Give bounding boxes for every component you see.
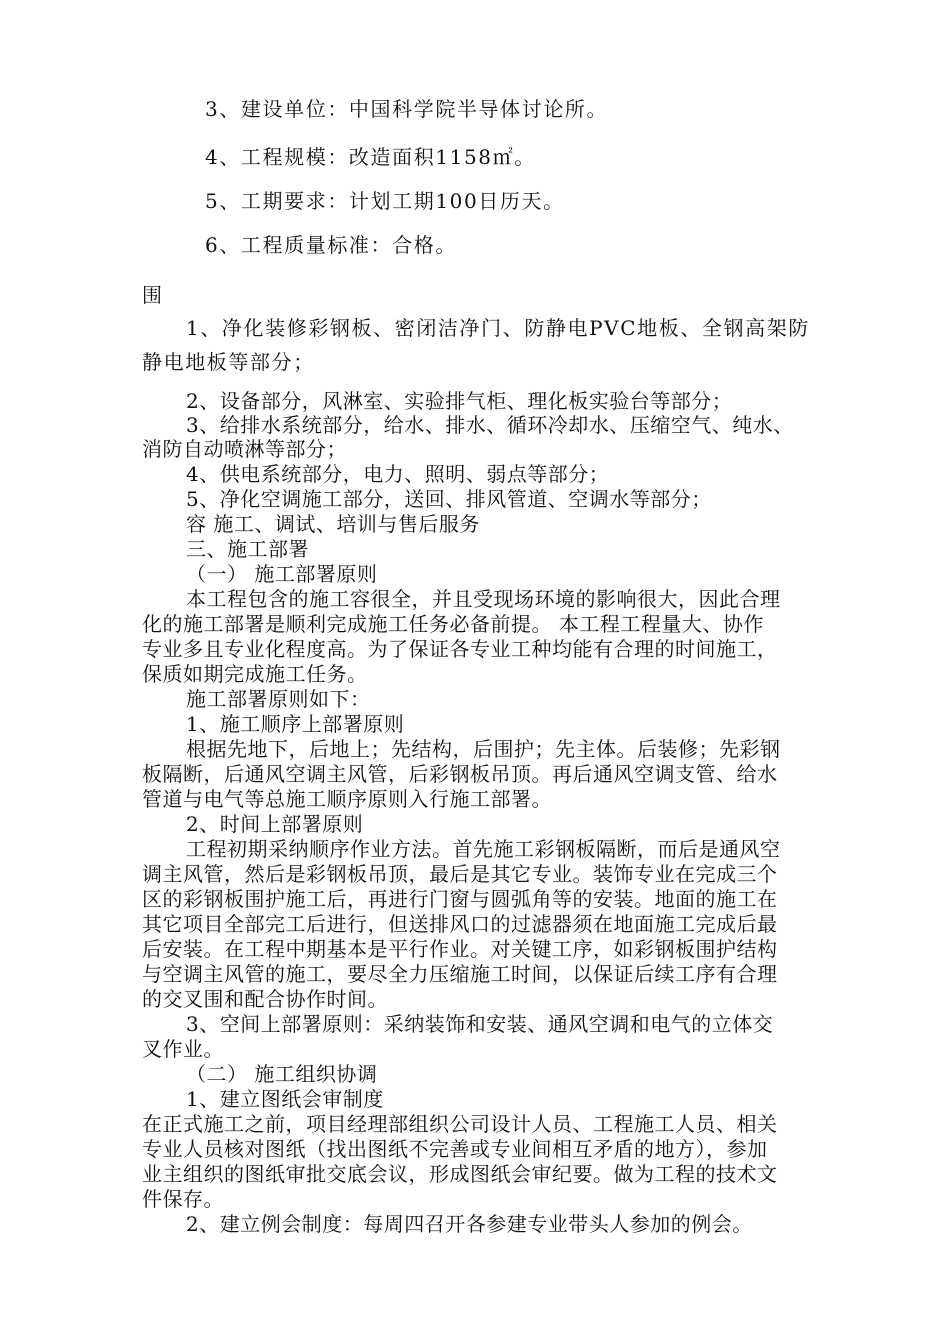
section-heading: 三、施工部署 [186,537,309,561]
body-line: 5、净化空调施工部分，送回、排风管道、空调水等部分； [186,487,712,511]
body-line: 区的彩钢板围护施工后，再进行门窗与圆弧角等的安装。地面的施工在 [142,887,778,911]
body-line: 施工部署原则如下： [186,687,371,711]
body-line: 专业人员核对图纸（找出图纸不完善或专业间相互矛盾的地方），参加 [142,1137,768,1161]
body-line: 业主组织的图纸审批交底会议，形成图纸会审纪要。做为工程的技术文 [142,1162,778,1186]
body-line: 消防自动喷淋等部分； [142,437,347,461]
subsection-heading: 2、时间上部署原则 [186,812,364,836]
body-line: 件保存。 [142,1187,224,1211]
body-line: 板隔断，后通风空调主风管，后彩钢板吊顶。再后通风空调支管、给水 [142,762,778,786]
project-item-6: 6、工程质量标准：合格。 [205,233,457,257]
body-line: 本工程包含的施工容很全，并且受现场环境的影响很大，因此合理 [186,587,781,611]
body-line: 工程初期采纳顺序作业方法。首先施工彩钢板隔断，而后是通风空 [186,837,781,861]
subsection-heading: （二） 施工组织协调 [186,1062,378,1086]
body-line: 的交叉围和配合协作时间。 [142,987,388,1011]
section-heading: 容 施工、调试、培训与售后服务 [186,512,480,536]
body-line: 其它项目全部完工后进行，但送排风口的过滤器须在地面施工完成后最 [142,912,778,936]
body-line: 2、设备部分，风淋室、实验排气柜、理化板实验台等部分； [186,389,733,413]
body-line: 管道与电气等总施工顺序原则入行施工部署。 [142,787,552,811]
project-item-5: 5、工期要求：计划工期100日历天。 [205,189,565,213]
subsection-heading: 1、建立图纸会审制度 [186,1087,384,1111]
body-line: 后安装。在工程中期基本是平行作业。对关键工序，如彩钢板围护结构 [142,937,778,961]
body-line: 调主风管，然后是彩钢板吊顶，最后是其它专业。装饰专业在完成三个 [142,862,778,886]
body-line: 4、供电系统部分，电力、照明、弱点等部分； [186,462,610,486]
scope-item-1-line-1: 1、净化装修彩钢板、密闭洁净门、防静电PVC地板、全钢高架防 [186,316,810,340]
body-line: 根据先地下，后地上；先结构，后围护；先主体。后装修；先彩钢 [186,737,781,761]
body-line: 化的施工部署是顺利完成施工任务必备前提。 本工程工程量大、协作 [142,612,764,636]
scope-item-1-line-2: 静电地板等部分； [142,350,315,374]
project-item-4: 4、工程规模：改造面积1158㎡。 [205,145,536,169]
subsection-heading: 1、施工顺序上部署原则 [186,712,405,736]
body-line: 3、空间上部署原则：采纳装饰和安装、通风空调和电气的立体交 [186,1012,774,1036]
project-item-3: 3、建设单位：中国科学院半导体讨论所。 [205,97,609,121]
body-line: 专业多且专业化程度高。为了保证各专业工种均能有合理的时间施工， [142,637,778,661]
subsection-heading: （一） 施工部署原则 [186,562,378,586]
body-line: 在正式施工之前，项目经理部组织公司设计人员、工程施工人员、相关 [142,1112,778,1136]
body-line: 2、建立例会制度：每周四召开各参建专业带头人参加的例会。 [186,1212,753,1236]
body-line: 叉作业。 [142,1037,224,1061]
body-line: 3、给排水系统部分，给水、排水、循环冷却水、压缩空气、纯水、 [186,413,794,437]
body-line: 保质如期完成施工任务。 [142,662,368,686]
body-line: 与空调主风管的施工，要尽全力压缩施工时间，以保证后续工序有合理 [142,962,778,986]
scope-heading: 围 [142,283,163,307]
